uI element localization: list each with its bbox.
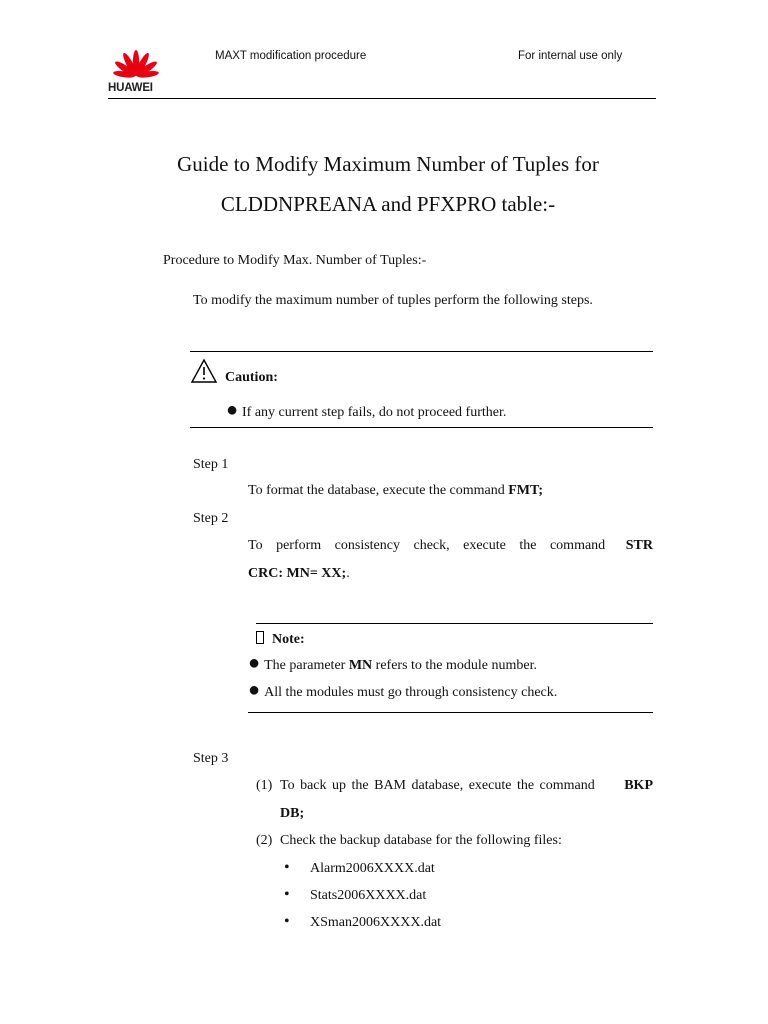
bullet-icon: ● — [226, 399, 239, 421]
step2-text-line2 — [248, 566, 350, 582]
logo-text: HUAWEI — [108, 82, 153, 94]
header-divider — [108, 98, 656, 99]
page-title-line2: CLDDNPREANA and PFXPRO table:- — [220, 192, 556, 216]
procedure-heading: Procedure to Modify Max. Number of Tuples:- — [163, 253, 427, 268]
bullet-icon: • — [284, 859, 290, 876]
bullet-icon: • — [284, 913, 290, 930]
step3-sub1-command2: DB; — [280, 806, 305, 821]
note-bottom-rule — [248, 712, 653, 713]
intro-text: To modify the maximum number of tuples perform the following steps. — [193, 293, 593, 308]
step3-sub1-text: To back up the BAM database, execute the command — [280, 778, 595, 793]
step1-instruction: To format the database, execute the command — [248, 483, 509, 498]
step1-text — [248, 483, 543, 499]
header-classification: For internal use only — [518, 50, 623, 62]
step3-sub1-number: (1) — [256, 778, 273, 793]
header-doc-name: MAXT modification procedure — [215, 50, 367, 62]
huawei-logo-icon — [108, 50, 164, 84]
step1-label: Step 1 — [193, 457, 229, 472]
bullet-icon: • — [284, 886, 290, 903]
note-header — [256, 631, 305, 648]
note-item1: ● The parameter MN refers to the module number. — [248, 652, 537, 674]
bullet-icon: ● — [248, 652, 261, 674]
step2-command-part2: CRC: MN= XX; — [248, 566, 347, 581]
page-title-line1: Guide to Modify Maximum Number of Tuples for — [177, 152, 599, 176]
step3-label: Step 3 — [193, 751, 229, 766]
note-top-rule — [256, 623, 653, 624]
huawei-logo — [108, 50, 168, 96]
step2-label: Step 2 — [193, 511, 229, 526]
warning-icon — [190, 358, 218, 384]
file-list-item: • XSman2006XXXX.dat — [284, 913, 442, 930]
note-icon — [256, 631, 264, 644]
step1-command: FMT; — [508, 483, 543, 498]
caution-bottom-rule — [190, 427, 653, 428]
step3-sub2-number: (2) — [256, 833, 273, 848]
caution-item — [226, 399, 507, 421]
file-list-item: • Stats2006XXXX.dat — [284, 886, 427, 903]
step2-trail: . — [346, 566, 350, 581]
step3-sub1-command1: BKP — [624, 778, 653, 793]
note-label: Note: — [272, 632, 305, 647]
bullet-icon: ● — [248, 679, 261, 701]
caution-label: Caution: — [225, 370, 278, 385]
caution-top-rule — [190, 351, 653, 352]
file-list-item: • Alarm2006XXXX.dat — [284, 859, 435, 876]
step3-sub1-line1 — [280, 778, 653, 794]
step3-sub2-text: Check the backup database for the following files: — [280, 833, 562, 848]
step2-instruction: To perform consistency check, execute the command — [248, 538, 606, 553]
note-item2: ● All the modules must go through consistency check. — [248, 679, 558, 701]
step2-text-line1 — [248, 538, 653, 554]
caution-item-text: If any current step fails, do not proceed further. — [242, 405, 507, 420]
step2-command-part1: STR — [625, 538, 653, 553]
